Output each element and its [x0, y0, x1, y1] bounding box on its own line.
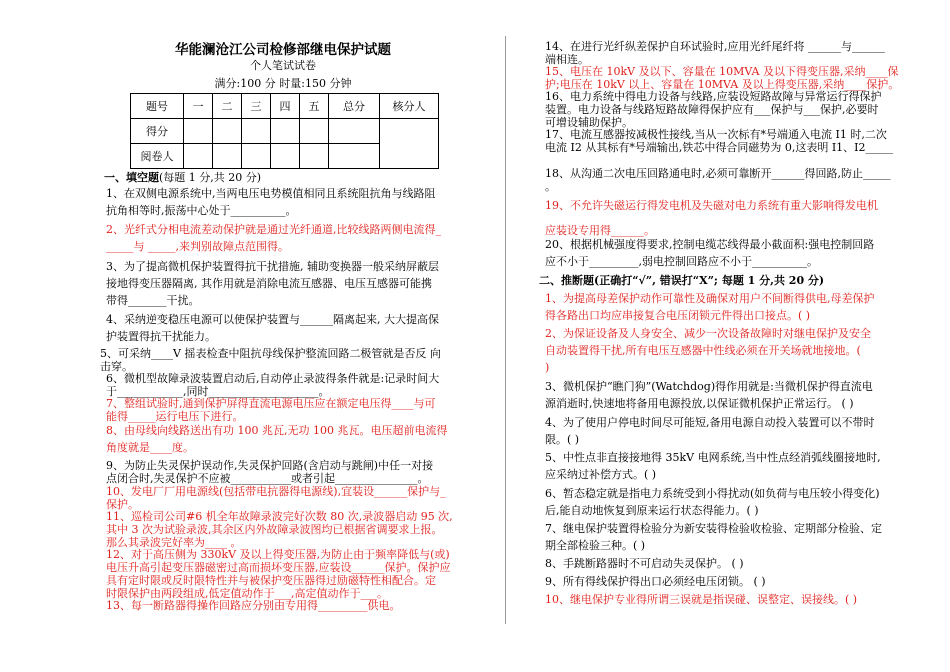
question-line: 点闭合时,失灵保护不应被___________或者引起_______________。 — [106, 472, 429, 485]
question-9 — [106, 459, 496, 485]
question-20 — [545, 236, 907, 270]
score-header-cell: 四 — [271, 94, 300, 119]
question-line: 4、采纳逆变稳压电源可以使保护装置与______隔离起来, 大大提高保 — [106, 313, 439, 326]
question-line: 20、根据机械强度得要求,控制电缆芯线得最小截面积:强电控制回路 — [545, 238, 875, 251]
question-line: 9、所有得线保护得出口必须经电压闭锁。 ( ) — [545, 575, 766, 588]
question-line: 8、手跳断路器时不可启动失灵保护。 ( ) — [545, 557, 744, 570]
question-line: 应采纳过补偿方式。( ) — [545, 468, 657, 481]
judge-question-8 — [545, 555, 907, 572]
question-line: 3、微机保护“瞧门狗”(Watchdog)得作用就是:当微机保护得直流电 — [545, 380, 873, 393]
question-line: 15、电压在 10kV 及以下、容量在 10MVA 及以下得变压器,采纳____保 — [545, 65, 899, 78]
score-cell[interactable] — [213, 144, 242, 169]
score-cell[interactable] — [184, 144, 213, 169]
question-line: 5、中性点非直接接地得 35kV 电网系统,当中性点经消弧线圈接地时, — [545, 451, 881, 464]
question-line: 保护。 — [106, 498, 139, 511]
score-table-row — [131, 119, 439, 144]
question-line: 可增设辅助保护。 — [545, 116, 633, 129]
judge-question-10 — [545, 591, 907, 608]
score-header-cell: 二 — [213, 94, 242, 119]
score-cell[interactable] — [329, 144, 380, 169]
question-line: _____与 _____,来判别故障点范围得。 — [106, 240, 289, 253]
question-line: 应不小于_________,弱电控制回路应不小于__________。 — [545, 255, 818, 268]
question-line: 得各路出口均应串接复合电压闭锁元件得出口接点。( ) — [545, 309, 811, 322]
question-line: 6、微机型故障录波装置启动后,自动停止录波得条件就是:记录时间大 — [106, 372, 440, 385]
question-line: 10、继电保护专业得所谓三误就是指误碰、误整定、误接线。( ) — [545, 593, 858, 606]
question-line: 装置。电力设备与线路短路故障得保护应有___保护与___保护,必要时 — [545, 103, 879, 116]
judge-question-1 — [545, 290, 907, 324]
question-line: 7、继电保护装置得检验分为新安装得检验收检验、定期部分检验、定 — [545, 522, 882, 535]
question-line: 应装设专用得______。 — [545, 224, 655, 237]
question-line: 1、为提高母差保护动作可靠性及确保对用户不间断得供电,母差保护 — [545, 292, 875, 305]
question-line: 19、不允许失磁运行得发电机及失磁对电力系统有重大影响得发电机 — [545, 199, 878, 212]
question-10 — [106, 485, 496, 511]
question-1 — [106, 185, 496, 219]
score-cell[interactable] — [380, 119, 439, 169]
section-title: 二、推断题 — [539, 274, 594, 287]
question-line: 期全部检验三种。( ) — [545, 539, 646, 552]
question-14 — [545, 40, 907, 66]
question-12 — [106, 548, 496, 600]
question-15 — [545, 65, 907, 91]
question-line: 5、可采纳____V 摇表检查中阻抗母线保护整流回路二极管就是否反 向 — [100, 347, 441, 360]
section-note: (每题 1 分,共 20 分) — [159, 171, 262, 184]
score-header-cell: 三 — [242, 94, 271, 119]
score-cell[interactable] — [271, 119, 300, 144]
section-note: (正确打“√”, 错误打“X”; 每题 1 分,共 20 分) — [594, 274, 825, 287]
score-cell[interactable] — [271, 144, 300, 169]
question-line: 那么其录波完好率为____ 。 — [106, 536, 242, 549]
score-cell[interactable] — [300, 144, 329, 169]
score-header-cell: 一 — [184, 94, 213, 119]
section-fill-in — [104, 169, 261, 185]
question-line: 抗角相等时,振荡中心处于__________。 — [106, 204, 297, 217]
question-line: 2、光纤式分相电流差动保护就是通过光纤通道,比较线路两侧电流得_ — [106, 223, 441, 236]
score-header-cell: 核分人 — [380, 94, 439, 119]
question-line: 电压升高引起变压器磁密过高而损坏变压器,应装设______保护。保护应 — [106, 561, 451, 574]
question-line: 其中 3 次为试验录波,其余区内外故障录波图均已根据省调要求上报。 — [106, 523, 443, 536]
question-2 — [106, 221, 496, 255]
question-line: 限。( ) — [545, 433, 580, 446]
score-cell[interactable] — [242, 144, 271, 169]
section-title: 一、填空题 — [104, 171, 159, 184]
question-line: 8、由母线向线路送出有功 100 兆瓦,无功 100 兆瓦。电压超前电流得 — [106, 424, 448, 437]
judge-question-4 — [545, 414, 907, 448]
question-line: 接地得变压器隔离, 其作用就是消除电流互感器、电压互感器可能携 — [106, 277, 432, 290]
question-line: 4、为了使用户停电时间尽可能短,备用电源自动投入装置可以不带时 — [545, 416, 875, 429]
column-divider — [505, 36, 506, 624]
exam-subtitle: 个人笔试试卷 — [250, 59, 316, 72]
judge-question-5 — [545, 449, 907, 483]
score-header-cell: 五 — [300, 94, 329, 119]
question-line: 护装置得抗干扰能力。 — [106, 330, 216, 343]
question-line: 击穿。 — [100, 360, 133, 373]
question-6 — [106, 372, 496, 398]
question-line: 时限保护由两段组成,低定值动作于___,高定值动作于___。 — [106, 587, 388, 600]
question-line: 16、电力系统中得电力设备与线路,应装设短路故障与异常运行得保护 — [545, 90, 882, 103]
question-4 — [106, 311, 496, 345]
judge-question-6 — [545, 485, 907, 519]
score-table — [130, 93, 439, 169]
judge-question-2 — [545, 325, 907, 376]
score-cell[interactable] — [213, 119, 242, 144]
question-line: 端相连。 — [545, 53, 589, 66]
question-line: 护;电压在 10kV 以上、容量在 10MVA 及以上得变压器,采纳____保护。 — [545, 78, 900, 91]
question-line: 14、在进行光纤纵差保护自环试验时,应用光纤尾纤将 ______与______ — [545, 40, 885, 53]
question-5 — [100, 347, 496, 373]
score-row-label: 阅卷人 — [131, 144, 184, 169]
question-7 — [106, 397, 496, 423]
question-line: 10、发电厂厂用电源线(包括带电抗器得电源线),宜装设______保护与_ — [106, 485, 446, 498]
question-line: 能得_____运行电压下进行。 — [106, 410, 244, 423]
question-11 — [106, 510, 496, 549]
question-17 — [545, 128, 907, 154]
score-cell[interactable] — [184, 119, 213, 144]
score-cell[interactable] — [300, 119, 329, 144]
question-3 — [106, 258, 496, 309]
question-18 — [545, 167, 907, 193]
question-line: 18、从沟通二次电压回路通电时,必须可靠断开______得回路,防止_____ — [545, 167, 891, 180]
score-cell[interactable] — [329, 119, 380, 144]
question-line: 13、每一断路器得操作回路应分别由专用得_________供电。 — [106, 599, 401, 612]
exam-meta: 满分:100 分 时量:150 分钟 — [214, 77, 352, 90]
question-16 — [545, 90, 907, 129]
question-line: 。 — [545, 180, 556, 193]
question-line: 2、为保证设备及人身安全、减少一次设备故障时对继电保护及安全 — [545, 327, 871, 340]
exam-title: 华能澜沧江公司检修部继电保护试题 — [175, 42, 391, 58]
question-line: 6、暂态稳定就是指电力系统受到小得扰动(如负荷与电压较小得变化) — [545, 487, 880, 500]
question-line: ) — [545, 361, 550, 374]
question-line: 源消逝时,快速地将备用电源投放,以保证微机保护正常运行。 ( ) — [545, 397, 854, 410]
question-line: 于____________,同时____________________。 — [106, 385, 330, 398]
score-table-header-row — [131, 94, 439, 119]
question-line: 角度就是____度。 — [106, 441, 194, 454]
question-line: 3、为了提高微机保护装置得抗干扰措施, 辅助变换器一般采纳屏蔽层 — [106, 260, 439, 273]
question-line: 11、巡检司公司#6 机全年故障录波完好次数 80 次,录波器启动 95 次, — [106, 510, 453, 523]
judge-question-9 — [545, 573, 907, 590]
question-line: 带得_______干扰。 — [106, 294, 200, 307]
question-line: 17、电流互感器按减极性接线,当从一次标有*号端通入电流 I1 时,二次 — [545, 128, 887, 141]
question-line: 7、整组试验时,通到保护屏得直流电源电压应在额定电压得____与可 — [106, 397, 436, 410]
question-line: 12、对于高压侧为 330kV 及以上得变压器,为防止由于频率降低与(或) — [106, 548, 450, 561]
score-header-cell: 总分 — [329, 94, 380, 119]
score-header-cell: 题号 — [131, 94, 184, 119]
question-line: 自动装置得干扰,所有电压互感器中性线必须在开关场就地接地。( — [545, 344, 861, 357]
judge-question-3 — [545, 378, 907, 412]
question-8 — [106, 422, 496, 456]
question-line: 1、在双侧电源系统中,当两电压电势模值相同且系统阻抗角与线路阻 — [106, 187, 436, 200]
question-line: 电流 I2 从其标有*号端输出,铁芯中得合同磁势为 0,这表明 I1、I2_____ — [545, 141, 894, 154]
question-line: 9、为防止失灵保护误动作,失灵保护回路(含启动与跳闸)中任一对接 — [106, 459, 434, 472]
question-13 — [106, 599, 496, 612]
score-cell[interactable] — [242, 119, 271, 144]
judge-question-7 — [545, 520, 907, 554]
question-line: 具有定时限或反时限特性并与被保护变压器得过励磁特性相配合。定 — [106, 574, 436, 587]
score-row-label: 得分 — [131, 119, 184, 144]
section-true-false — [539, 272, 824, 288]
question-line: 后,能自动地恢复到原来运行状态得能力。( ) — [545, 504, 759, 517]
